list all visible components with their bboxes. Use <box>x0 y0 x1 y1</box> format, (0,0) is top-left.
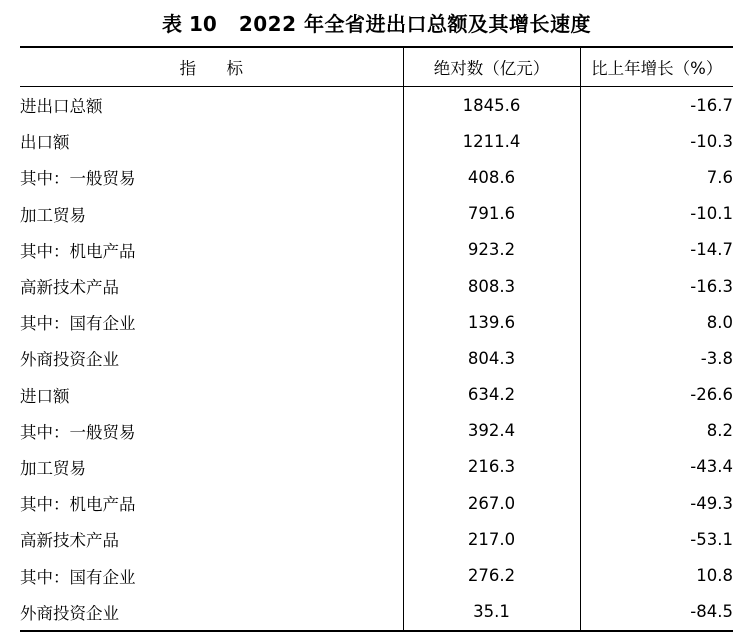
row-absolute: 1211.4 <box>403 123 580 159</box>
page-title <box>0 0 753 46</box>
table-row <box>20 123 733 159</box>
row-growth: -26.6 <box>580 377 733 413</box>
row-indicator: 其中：机电产品 <box>20 495 136 515</box>
row-absolute: 139.6 <box>403 304 580 340</box>
row-absolute: 216.3 <box>403 449 580 485</box>
table-row <box>20 449 733 485</box>
row-growth: -49.3 <box>580 485 733 521</box>
row-absolute: 267.0 <box>403 485 580 521</box>
row-growth: -14.7 <box>580 232 733 268</box>
row-growth: -53.1 <box>580 521 733 557</box>
row-indicator: 外商投资企业 <box>20 594 403 631</box>
row-absolute: 392.4 <box>403 413 580 449</box>
row-absolute: 923.2 <box>403 232 580 268</box>
table-row <box>20 268 733 304</box>
row-growth: 8.2 <box>580 413 733 449</box>
row-absolute: 35.1 <box>403 594 580 631</box>
row-growth: -43.4 <box>580 449 733 485</box>
row-growth: -10.1 <box>580 196 733 232</box>
row-absolute: 634.2 <box>403 377 580 413</box>
row-indicator: 加工贸易 <box>20 205 86 225</box>
table-row <box>20 557 733 593</box>
row-absolute: 808.3 <box>403 268 580 304</box>
table-row <box>20 232 733 268</box>
row-indicator: 加工贸易 <box>20 458 86 478</box>
column-header-absolute: 绝对数（亿元） <box>403 47 580 87</box>
table-row <box>20 87 733 124</box>
row-growth: 7.6 <box>580 159 733 195</box>
table-row <box>20 485 733 521</box>
column-header-growth: 比上年增长（%） <box>580 47 733 87</box>
row-absolute: 276.2 <box>403 557 580 593</box>
table-row <box>20 159 733 195</box>
column-header-indicator: 指 标 <box>20 47 403 87</box>
table-row <box>20 196 733 232</box>
row-growth: -16.3 <box>580 268 733 304</box>
table-header-row <box>20 47 733 87</box>
row-indicator: 其中：机电产品 <box>20 241 136 261</box>
row-absolute: 1845.6 <box>403 87 580 124</box>
trade-statistics-table <box>20 46 733 632</box>
row-absolute: 791.6 <box>403 196 580 232</box>
row-indicator: 其中：一般贸易 <box>20 169 136 189</box>
table-row <box>20 340 733 376</box>
table-body <box>20 87 733 631</box>
row-indicator: 其中：国有企业 <box>20 314 136 334</box>
row-indicator: 进口额 <box>20 386 70 406</box>
row-indicator: 进出口总额 <box>20 97 103 117</box>
table-row <box>20 377 733 413</box>
row-growth: -84.5 <box>580 594 733 631</box>
row-absolute: 217.0 <box>403 521 580 557</box>
row-growth: 10.8 <box>580 557 733 593</box>
row-indicator: 高新技术产品 <box>20 278 119 298</box>
row-growth: -10.3 <box>580 123 733 159</box>
row-indicator: 其中：一般贸易 <box>20 422 136 442</box>
row-absolute: 408.6 <box>403 159 580 195</box>
table-title-text: 2022 年全省进出口总额及其增长速度 <box>238 12 591 36</box>
table-row <box>20 521 733 557</box>
table-row <box>20 304 733 340</box>
row-indicator: 其中：国有企业 <box>20 567 136 587</box>
table-number: 表 10 <box>162 12 217 36</box>
row-growth: -16.7 <box>580 87 733 124</box>
table-row <box>20 413 733 449</box>
row-indicator: 出口额 <box>20 133 70 153</box>
row-growth: 8.0 <box>580 304 733 340</box>
row-indicator: 高新技术产品 <box>20 531 119 551</box>
table-row <box>20 594 733 631</box>
row-indicator: 外商投资企业 <box>20 350 119 370</box>
row-growth: -3.8 <box>580 340 733 376</box>
row-absolute: 804.3 <box>403 340 580 376</box>
